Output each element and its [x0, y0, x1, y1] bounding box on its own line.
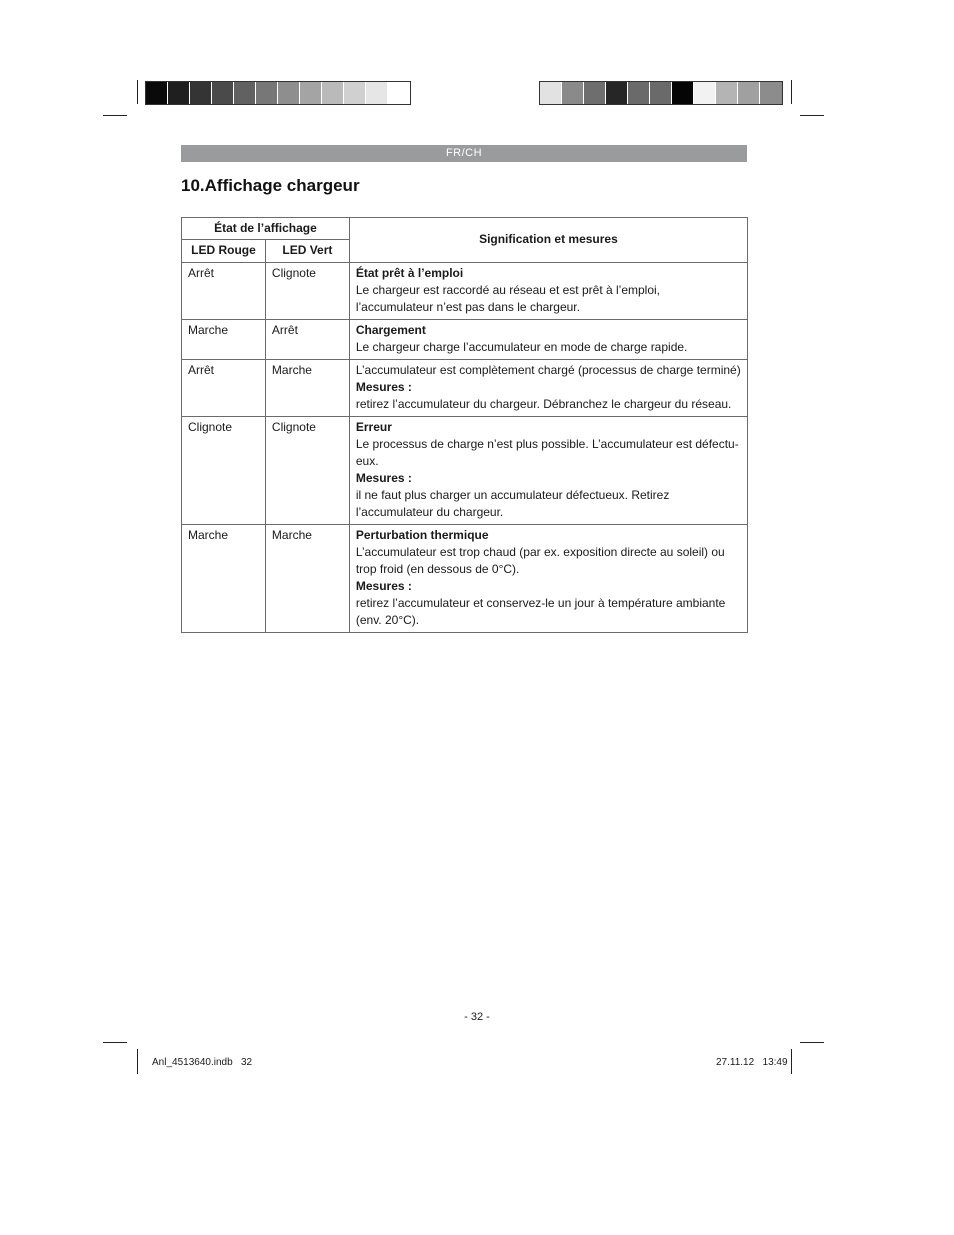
led-green-state: Clignote [265, 417, 349, 525]
meaning-text: (env. 20°C). [355, 613, 420, 627]
led-red-state: Clignote [182, 417, 266, 525]
meaning-cell [349, 360, 747, 417]
crop-mark-top-left-h [103, 115, 127, 116]
charger-display-table [181, 217, 748, 633]
color-bar-right-swatch [584, 82, 606, 104]
led-red-state: Marche [182, 320, 266, 360]
meaning-text: retirez l’accumulateur et conservez-le un jour à température ambiante [355, 596, 726, 610]
crop-mark-bottom-left-h [103, 1042, 127, 1043]
table-row [182, 360, 748, 417]
table-row [182, 320, 748, 360]
led-green-state: Marche [265, 360, 349, 417]
color-bar-right-swatch [760, 82, 782, 104]
table-body [182, 263, 748, 633]
crop-mark-top-right-v [791, 80, 792, 104]
meaning-cell [349, 417, 747, 525]
meaning-title: Erreur [355, 420, 392, 434]
color-bar-left-swatch [146, 82, 168, 104]
led-green-state: Clignote [265, 263, 349, 320]
meaning-text: l’accumulateur du chargeur. [355, 505, 504, 519]
meaning-text: eux. [355, 454, 379, 468]
color-bar-right-swatch [738, 82, 760, 104]
meaning-text: il ne faut plus charger un accumulateur défectueux. Retirez [355, 488, 670, 502]
table-row [182, 263, 748, 320]
color-bar-right-swatch [694, 82, 716, 104]
color-bar-left-swatch [212, 82, 234, 104]
section-title: 10.Affichage chargeur [181, 176, 360, 195]
meaning-text: l’accumulateur n’est pas dans le chargeur. [355, 300, 580, 314]
color-bar-left-swatch [256, 82, 278, 104]
color-bar-right-swatch [606, 82, 628, 104]
table-row [182, 525, 748, 633]
color-bar-left-swatch [300, 82, 322, 104]
file-info: Anl_4513640.indb 32 [152, 1057, 253, 1068]
color-bar-left-swatch [388, 82, 410, 104]
meaning-text: L’accumulateur est trop chaud (par ex. exposition directe au soleil) ou [355, 545, 725, 559]
crop-mark-bottom-right-v [791, 1049, 792, 1074]
page-number: - 32 - [464, 1011, 490, 1023]
language-label: FR/CH [445, 147, 483, 159]
color-bar-right-swatch [650, 82, 672, 104]
meaning-title: Chargement [355, 323, 426, 337]
color-bar-right-swatch [628, 82, 650, 104]
language-bar [181, 145, 747, 162]
header-meaning: Signification et mesures [349, 218, 747, 263]
meaning-text: Le processus de charge n’est plus possible. L’accumulateur est défectu- [355, 437, 739, 451]
header-led-red: LED Rouge [182, 240, 266, 263]
color-calibration-bar-right [539, 81, 783, 105]
color-bar-left-swatch [278, 82, 300, 104]
crop-mark-top-left-v [137, 80, 138, 104]
led-green-state: Marche [265, 525, 349, 633]
meaning-text: Le chargeur charge l’accumulateur en mode de charge rapide. [355, 340, 688, 354]
meaning-text: retirez l’accumulateur du chargeur. Débranchez le chargeur du réseau. [355, 397, 732, 411]
color-bar-left-swatch [168, 82, 190, 104]
table-header-row-1 [182, 218, 748, 240]
crop-mark-top-right-h [800, 115, 824, 116]
color-bar-right-swatch [540, 82, 562, 104]
meaning-title: Mesures : [355, 380, 412, 394]
color-bar-left-swatch [344, 82, 366, 104]
led-red-state: Arrêt [182, 263, 266, 320]
color-calibration-bar-left [145, 81, 411, 105]
color-bar-left-swatch [322, 82, 344, 104]
color-bar-left-swatch [234, 82, 256, 104]
meaning-title: Perturbation thermique [355, 528, 489, 542]
color-bar-right-swatch [672, 82, 694, 104]
led-green-state: Arrêt [265, 320, 349, 360]
color-bar-left-swatch [190, 82, 212, 104]
meaning-title: Mesures : [355, 579, 412, 593]
header-display-state: État de l’affichage [182, 218, 350, 240]
crop-mark-bottom-left-v [137, 1049, 138, 1074]
color-bar-left-swatch [366, 82, 388, 104]
color-bar-right-swatch [562, 82, 584, 104]
print-date-time: 27.11.12 13:49 [716, 1057, 788, 1068]
meaning-text: L’accumulateur est complètement chargé (processus de charge terminé) [355, 363, 741, 377]
table-row [182, 417, 748, 525]
meaning-cell [349, 263, 747, 320]
meaning-title: État prêt à l’emploi [355, 266, 464, 280]
meaning-cell [349, 320, 747, 360]
header-led-green: LED Vert [265, 240, 349, 263]
color-bar-right-swatch [716, 82, 738, 104]
meaning-cell [349, 525, 747, 633]
crop-mark-bottom-right-h [800, 1042, 824, 1043]
meaning-text: Le chargeur est raccordé au réseau et est prêt à l’emploi, [355, 283, 661, 297]
led-red-state: Marche [182, 525, 266, 633]
meaning-text: trop froid (en dessous de 0°C). [355, 562, 520, 576]
led-red-state: Arrêt [182, 360, 266, 417]
meaning-title: Mesures : [355, 471, 412, 485]
